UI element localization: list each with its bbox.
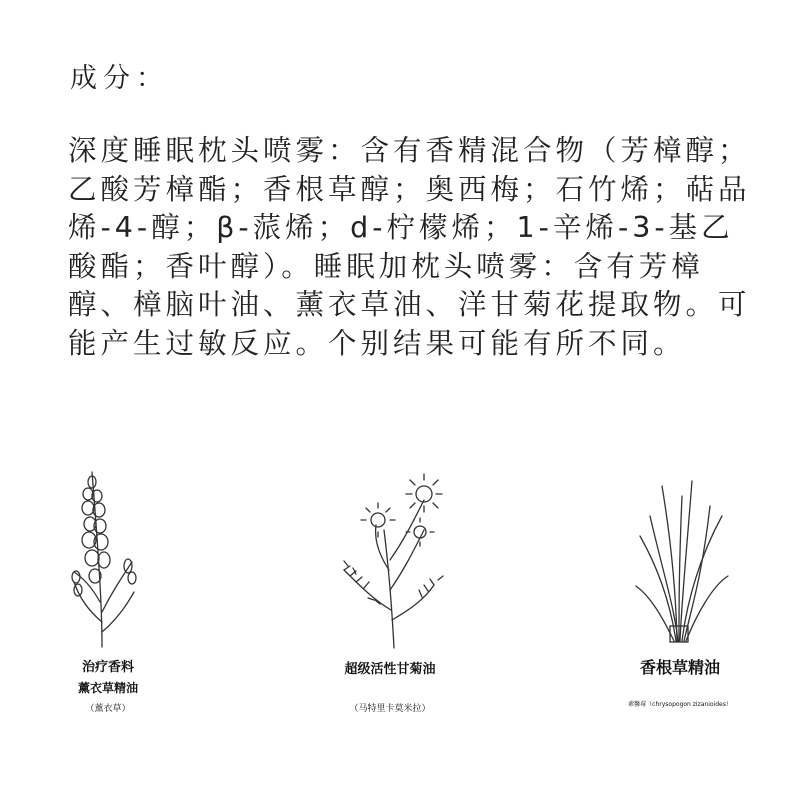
ingredients-paragraph: 深度睡眠枕头喷雾：含有香精混合物（芳樟醇；乙酸芳樟酯；香根草醇；奥西梅；石竹烯；萜品烯-4-醇；β-蒎烯；d-柠檬烯；1-辛烯-3-基乙酸酯；香叶醇）。睡眠加枕头喷雾：含有芳樟醇、樟脑叶油、薰衣草油、洋甘菊花提取物。可能产生过敏反应。个别结果可能有所不同。	[68, 134, 751, 360]
lavender-illustration-icon	[62, 462, 152, 652]
vetiver-grass-illustration-icon	[632, 476, 732, 646]
chamomile-illustration-icon	[334, 470, 446, 650]
lavender-label-main: 治疗香料	[81, 660, 134, 675]
lavender-label-sub: 薰衣草精油	[77, 681, 138, 695]
vetiver-label-note: （chrysopogon zizanioides）	[646, 701, 732, 708]
chamomile-label-main: 超级活性甘菊油	[344, 662, 436, 677]
vetiver-label-note-row	[600, 699, 760, 708]
ingredients-heading: 成分：	[70, 63, 169, 94]
lavender-label-note: （薰衣草）	[85, 704, 131, 714]
chamomile-label-note: （马特里卡莫米拉）	[349, 704, 431, 714]
vetiver-label-note-prefix: 素馨莓	[628, 701, 647, 708]
vetiver-label-main: 香根草精油	[639, 658, 720, 677]
